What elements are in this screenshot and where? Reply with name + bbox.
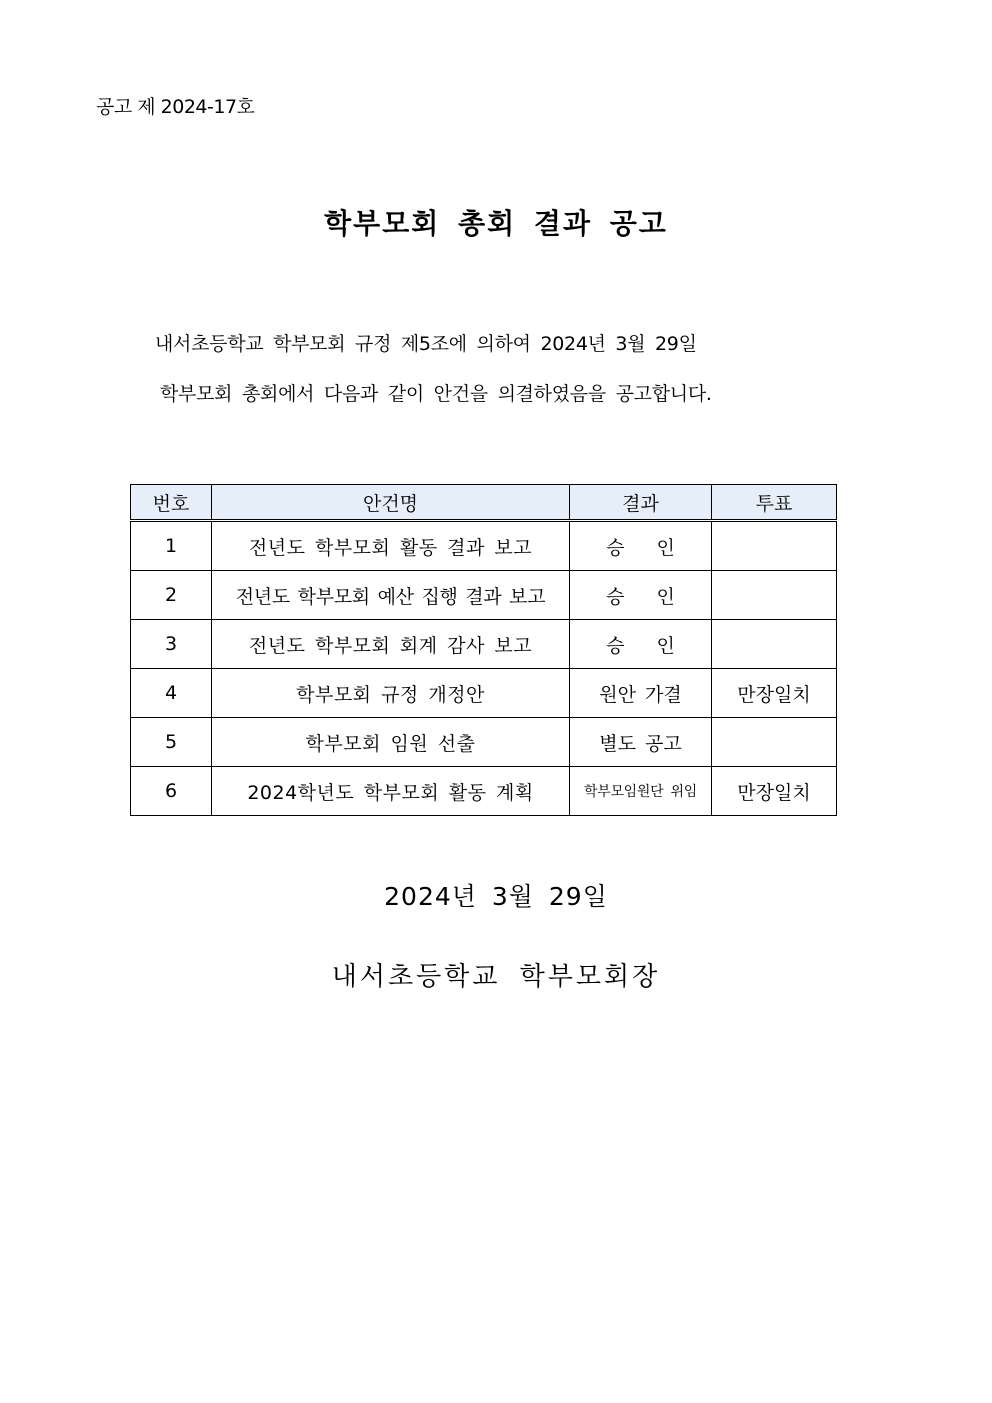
row-number: 4 <box>131 669 212 718</box>
row-vote <box>712 571 837 620</box>
row-agenda-item: 2024학년도 학부모회 활동 계획 <box>212 767 570 816</box>
row-result: 승 인 <box>570 620 712 669</box>
row-number: 6 <box>131 767 212 816</box>
row-agenda-item: 전년도 학부모회 예산 집행 결과 보고 <box>212 571 570 620</box>
table-header-row <box>131 485 837 521</box>
table-row <box>131 718 837 767</box>
table-row <box>131 571 837 620</box>
body-text-line-2: 학부모회 총회에서 다음과 같이 안건을 의결하였음을 공고합니다. <box>160 383 712 405</box>
row-result: 별도 공고 <box>570 718 712 767</box>
row-number: 3 <box>131 620 212 669</box>
document-title: 학부모회 총회 결과 공고 <box>324 207 668 240</box>
header-agenda-item: 안건명 <box>212 485 570 521</box>
row-result: 승 인 <box>570 521 712 571</box>
table-row <box>131 669 837 718</box>
row-vote <box>712 521 837 571</box>
table-row <box>131 620 837 669</box>
agenda-table <box>130 484 837 816</box>
footer-signature: 내서초등학교 학부모회장 <box>331 962 661 992</box>
row-agenda-item: 전년도 학부모회 회계 감사 보고 <box>212 620 570 669</box>
row-result: 학부모임원단 위임 <box>570 767 712 816</box>
header-vote: 투표 <box>712 485 837 521</box>
body-text-line-1: 내서초등학교 학부모회 규정 제5조에 의하여 2024년 3월 29일 <box>155 333 697 355</box>
row-agenda-item: 학부모회 규정 개정안 <box>212 669 570 718</box>
row-number: 2 <box>131 571 212 620</box>
row-vote <box>712 620 837 669</box>
row-number: 5 <box>131 718 212 767</box>
notice-number: 공고 제 2024-17호 <box>96 96 255 118</box>
row-vote <box>712 718 837 767</box>
row-agenda-item: 전년도 학부모회 활동 결과 보고 <box>212 521 570 571</box>
header-number: 번호 <box>131 485 212 521</box>
header-result: 결과 <box>570 485 712 521</box>
row-result: 원안 가결 <box>570 669 712 718</box>
table-row <box>131 521 837 571</box>
table-row <box>131 767 837 816</box>
row-vote: 만장일치 <box>712 767 837 816</box>
row-number: 1 <box>131 521 212 571</box>
row-vote: 만장일치 <box>712 669 837 718</box>
row-result: 승 인 <box>570 571 712 620</box>
footer-date: 2024년 3월 29일 <box>384 882 608 911</box>
row-agenda-item: 학부모회 임원 선출 <box>212 718 570 767</box>
